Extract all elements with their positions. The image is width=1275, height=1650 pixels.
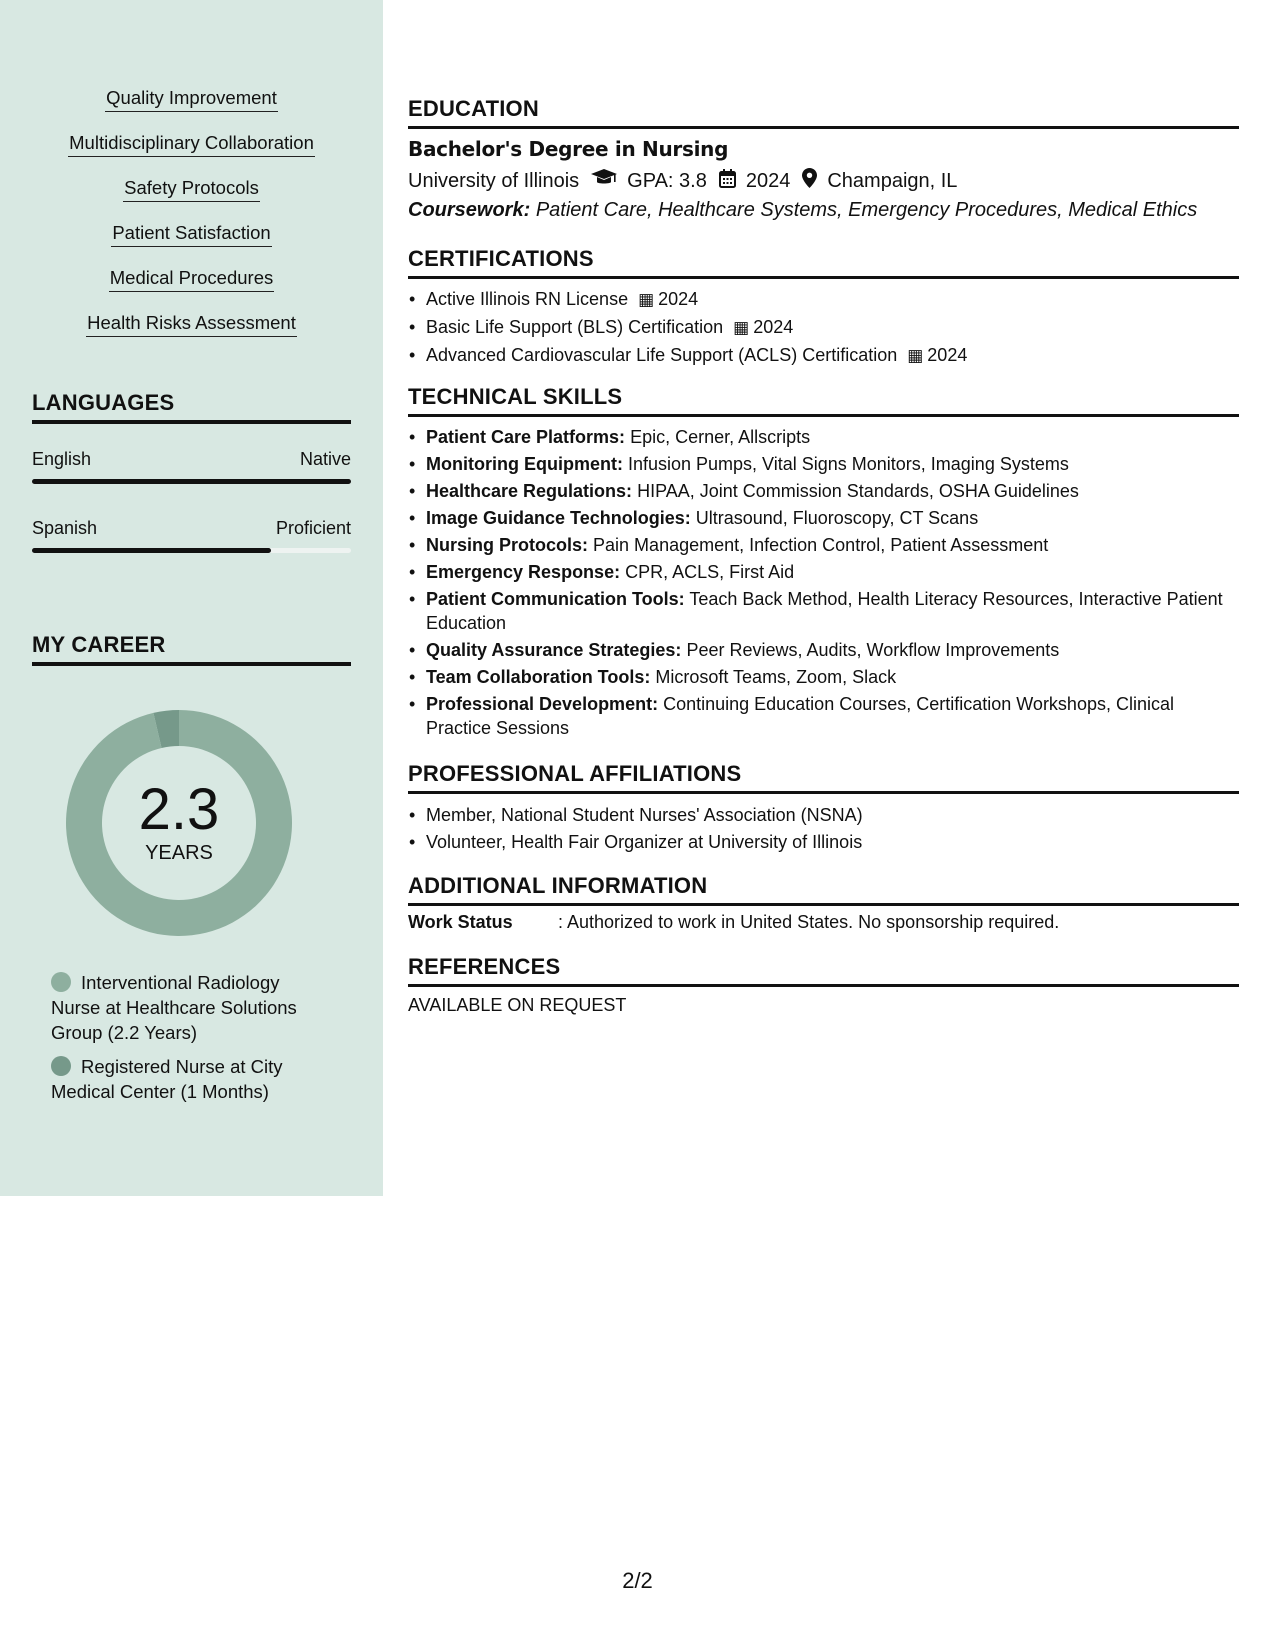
skill-detail: HIPAA, Joint Commission Standards, OSHA Guidelines: [637, 481, 1079, 501]
skill-category: Patient Communication Tools:: [426, 589, 685, 609]
skill-category: Team Collaboration Tools:: [426, 667, 651, 687]
graduation-cap-icon: [591, 169, 617, 193]
calendar-icon: [719, 169, 736, 194]
skills-list: [0, 86, 383, 356]
language-name: English: [32, 449, 92, 469]
skill-category: Monitoring Equipment:: [426, 454, 623, 474]
graduation-year: 2024: [745, 169, 791, 192]
page-number: 2/2: [622, 1568, 653, 1593]
career-total: [66, 777, 292, 865]
language-name: Spanish: [32, 518, 98, 538]
references-heading: REFERENCES: [408, 954, 1239, 987]
certification-item: [426, 315, 1239, 340]
education-meta: [408, 168, 957, 194]
languages-heading: LANGUAGES: [32, 390, 351, 424]
school-location: Champaign, IL: [827, 169, 958, 192]
certification-year: 2024: [753, 317, 794, 337]
skill-detail: CPR, ACLS, First Aid: [625, 562, 795, 582]
education-heading: EDUCATION: [408, 96, 1239, 129]
degree-title: Bachelor's Degree in Nursing: [408, 137, 729, 161]
career-item: [51, 970, 321, 1045]
technical-skills-list: [426, 425, 1239, 740]
skill-detail: Teach Back Method, Health Literacy Resources, Interactive Patient Education: [426, 589, 1223, 633]
language-spanish: [32, 518, 351, 553]
affiliations-list: [426, 803, 1239, 854]
language-english: [32, 449, 351, 484]
skill-detail: Ultrasound, Fluoroscopy, CT Scans: [695, 508, 979, 528]
affiliation-item: • Volunteer, Health Fair Organizer at University of Illinois: [426, 830, 1239, 854]
skill-category: Professional Development:: [426, 694, 659, 714]
language-bar-fill: [32, 479, 351, 484]
skill-detail: Continuing Education Courses, Certification Workshops, Clinical Practice Sessions: [426, 694, 1174, 738]
certification-item: [426, 287, 1239, 312]
sidebar: [0, 0, 383, 1196]
technical-skill-item: [426, 587, 1239, 635]
calendar-icon: ▦: [638, 290, 655, 309]
language-bar-fill: [32, 548, 271, 553]
additional-info-heading: ADDITIONAL INFORMATION: [408, 873, 1239, 906]
skill-tag: Medical Procedures: [109, 266, 275, 292]
work-status-value: : Authorized to work in United States. No sponsorship required.: [558, 912, 1060, 932]
technical-skill-item: [426, 479, 1239, 503]
skill-category: Patient Care Platforms:: [426, 427, 626, 447]
work-status: [408, 912, 1059, 933]
technical-skill-item: [426, 692, 1239, 740]
language-level: Proficient: [275, 518, 351, 538]
skill-category: Healthcare Regulations:: [426, 481, 633, 501]
skill-category: Nursing Protocols:: [426, 535, 589, 555]
certification-name: Basic Life Support (BLS) Certification: [426, 317, 724, 337]
coursework: [408, 199, 1197, 222]
references-text: AVAILABLE ON REQUEST: [408, 995, 627, 1015]
legend-dot-icon: [51, 972, 71, 992]
language-bar: [32, 479, 351, 484]
technical-skill-item: [426, 665, 1239, 689]
affiliation-item: • Member, National Student Nurses' Association (NSNA): [426, 803, 1239, 827]
certifications-list: [426, 287, 1239, 368]
gpa: GPA: 3.8: [627, 169, 707, 192]
skill-tag: Health Risks Assessment: [86, 311, 297, 337]
language-bar: [32, 548, 351, 553]
location-pin-icon: [802, 168, 817, 194]
career-item-label: Registered Nurse at City Medical Center (1 Months): [51, 1056, 283, 1102]
technical-skill-item: [426, 425, 1239, 449]
skill-tag: Multidisciplinary Collaboration: [68, 131, 315, 157]
technical-skill-item: [426, 533, 1239, 557]
skill-detail: Microsoft Teams, Zoom, Slack: [655, 667, 897, 687]
career-item-label: Interventional Radiology Nurse at Healthcare Solutions Group (2.2 Years): [51, 972, 297, 1043]
certification-name: Active Illinois RN License: [426, 289, 629, 309]
certifications-heading: CERTIFICATIONS: [408, 246, 1239, 279]
certification-item: [426, 343, 1239, 368]
coursework-label: Coursework:: [408, 199, 531, 221]
career-item: [51, 1054, 321, 1104]
technical-skill-item: [426, 560, 1239, 584]
calendar-icon: ▦: [733, 318, 750, 337]
legend-dot-icon: [51, 1056, 71, 1076]
coursework-text: Patient Care, Healthcare Systems, Emergency Procedures, Medical Ethics: [535, 199, 1198, 221]
language-level: Native: [299, 449, 351, 469]
skill-tag: Patient Satisfaction: [111, 221, 271, 247]
skill-detail: Peer Reviews, Audits, Workflow Improvements: [686, 640, 1060, 660]
skill-category: Quality Assurance Strategies:: [426, 640, 682, 660]
certification-year: 2024: [927, 345, 968, 365]
technical-skill-item: [426, 638, 1239, 662]
technical-skill-item: [426, 452, 1239, 476]
certification-year: 2024: [658, 289, 699, 309]
career-legend: [51, 970, 321, 1113]
calendar-icon: ▦: [907, 346, 924, 365]
career-total-value: 2.3: [138, 777, 220, 842]
skill-category: Emergency Response:: [426, 562, 621, 582]
skill-detail: Epic, Cerner, Allscripts: [630, 427, 811, 447]
skill-detail: Pain Management, Infection Control, Patient Assessment: [593, 535, 1049, 555]
affiliations-heading: PROFESSIONAL AFFILIATIONS: [408, 761, 1239, 794]
skill-category: Image Guidance Technologies:: [426, 508, 691, 528]
technical-skill-item: [426, 506, 1239, 530]
career-heading: MY CAREER: [32, 632, 351, 666]
career-total-unit: YEARS: [145, 842, 213, 864]
certification-name: Advanced Cardiovascular Life Support (ACLS) Certification: [426, 345, 898, 365]
work-status-label: Work Status: [408, 912, 513, 932]
skill-tag: Quality Improvement: [105, 86, 278, 112]
school-name: University of Illinois: [408, 169, 580, 192]
skill-detail: Infusion Pumps, Vital Signs Monitors, Imaging Systems: [627, 454, 1069, 474]
technical-skills-heading: TECHNICAL SKILLS: [408, 384, 1239, 417]
skill-tag: Safety Protocols: [123, 176, 260, 202]
